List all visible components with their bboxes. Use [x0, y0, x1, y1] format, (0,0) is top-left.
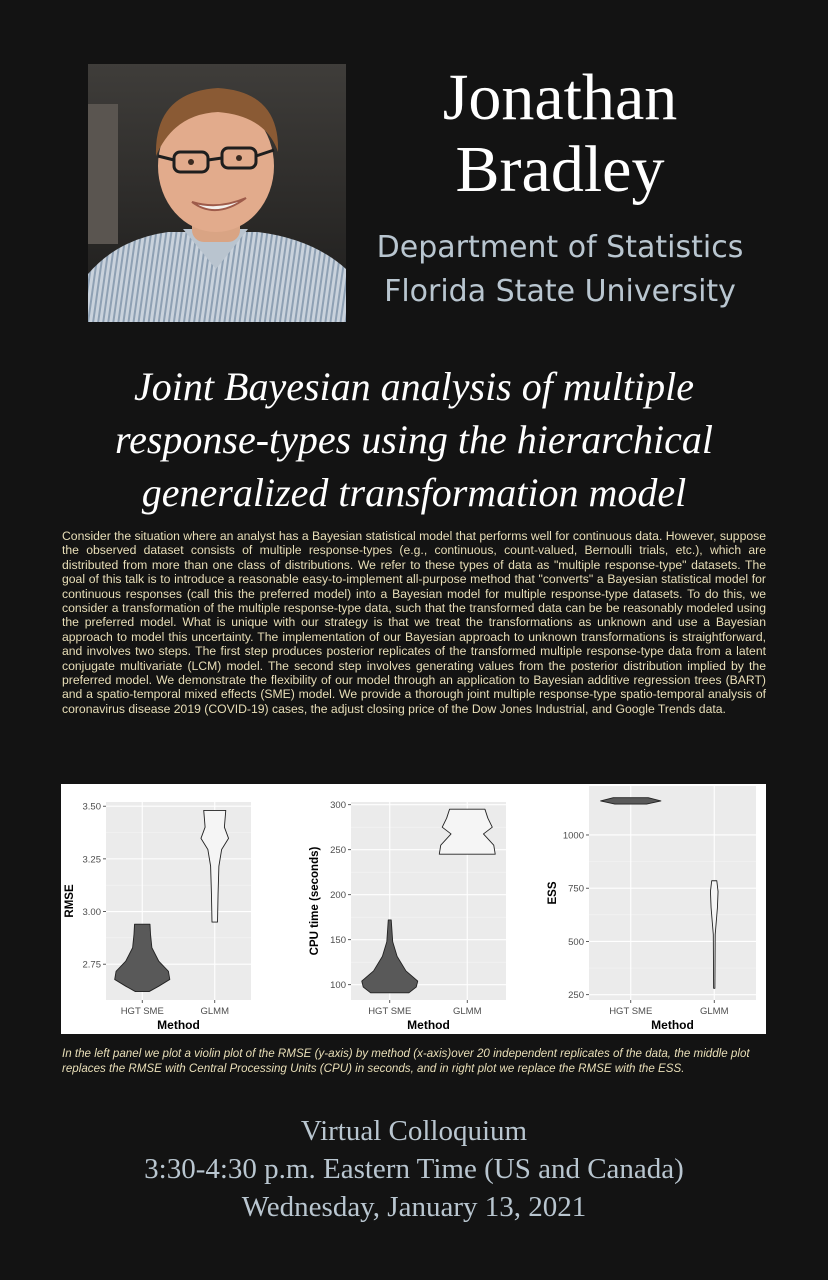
university-name: Florida State University — [384, 274, 736, 309]
department-name: Department of Statistics — [376, 230, 744, 265]
results-figure — [61, 784, 766, 1034]
y-tick-label: 500 — [568, 936, 584, 948]
x-axis-title: Method — [157, 1018, 200, 1032]
talk-title-line-1: Joint Bayesian analysis of multiple — [134, 364, 694, 409]
y-tick-label: 250 — [568, 990, 584, 1002]
speaker-last-name: Bradley — [455, 133, 665, 206]
violin-plots-svg — [61, 784, 766, 1034]
y-tick-label: 1000 — [562, 830, 584, 842]
talk-title — [40, 360, 788, 519]
y-tick-label: 3.50 — [82, 801, 101, 813]
y-tick-label: 150 — [330, 935, 346, 947]
violin-chart-1 — [64, 802, 251, 1032]
x-axis-title: Method — [407, 1018, 450, 1032]
violin-chart-2 — [309, 800, 506, 1032]
y-tick-label: 3.25 — [82, 854, 101, 866]
y-axis-title: CPU time (seconds) — [309, 846, 321, 956]
event-info — [0, 1112, 828, 1226]
x-tick-label: HGT SME — [120, 1006, 164, 1017]
talk-title-line-3: generalized transformation model — [141, 470, 687, 515]
x-tick-label: HGT SME — [368, 1006, 412, 1017]
y-tick-label: 300 — [330, 800, 346, 812]
violin-glmm — [439, 809, 495, 854]
x-tick-label: HGT SME — [609, 1006, 653, 1017]
speaker-photo — [88, 64, 346, 322]
speaker-affiliation — [350, 226, 770, 314]
speaker-name — [360, 62, 760, 206]
violin-hgt-sme — [601, 798, 661, 804]
y-tick-label: 250 — [330, 845, 346, 857]
x-tick-label: GLMM — [200, 1006, 229, 1017]
y-axis-title: RMSE — [64, 884, 76, 918]
event-date: Wednesday, January 13, 2021 — [241, 1191, 587, 1223]
y-tick-label: 3.00 — [82, 907, 101, 919]
figure-caption: In the left panel we plot a violin plot of the RMSE (y-axis) by method (x-axis)over 20 independent replicates of the data, the middle plot replaces the RMSE with Central Processing Units (CPU) in seconds, and in right plot we replace the RMSE with the ESS. — [62, 1047, 750, 1075]
x-tick-label: GLMM — [453, 1006, 482, 1017]
violin-chart-3 — [547, 786, 756, 1032]
speaker-portrait-image — [88, 64, 346, 322]
speaker-first-name: Jonathan — [442, 61, 678, 134]
event-type: Virtual Colloquium — [300, 1115, 528, 1147]
y-tick-label: 100 — [330, 980, 346, 992]
event-time: 3:30-4:30 p.m. Eastern Time (US and Canada) — [144, 1153, 684, 1185]
talk-abstract: Consider the situation where an analyst has a Bayesian statistical model that performs well for continuous data. However, suppose the observed dataset consists of multiple response-types (e.g., continuous, count-valued, Bernoulli trials, etc.), which are distributed from more than one class of distributions. We refer to these types of data as "multiple response-type" datasets. The goal of this talk is to introduce a reasonable easy-to-implement all-purpose method that "converts" a Bayesian statistical model for continuous responses (call this the preferred model) into a Bayesian model for multiple response-type datasets. To do this, we consider a transformation of the multiple response-type data, such that the transformed data can be be reasonably modeled using the preferred model. What is unique with our strategy is that we treat the transformations as unknown and use a Bayesian approach to model this uncertainty. The implementation of our Bayesian approach to unknown transformations is straightforward, and involves two steps. The first step produces posterior replicates of the transformed multiple response-type data from a latent conjugate multivariate (LCM) model. The second step involves generating values from the posterior distribution implied by the preferred model. We demonstrate the flexibility of our model through an application to Bayesian additive regression trees (BART) and a spatio-temporal mixed effects (SME) model. We provide a thorough joint multiple response-type spatio-temporal analysis of coronavirus disease 2019 (COVID-19) cases, the adjust closing price of the Dow Jones Industrial, and Google Trends data. — [62, 529, 766, 716]
y-tick-label: 2.75 — [82, 959, 101, 971]
y-axis-title: ESS — [547, 881, 559, 905]
x-tick-label: GLMM — [700, 1006, 729, 1017]
y-tick-label: 200 — [330, 890, 346, 902]
y-tick-label: 750 — [568, 883, 584, 895]
talk-title-line-2: response-types using the hierarchical — [114, 417, 714, 462]
x-axis-title: Method — [651, 1018, 694, 1032]
